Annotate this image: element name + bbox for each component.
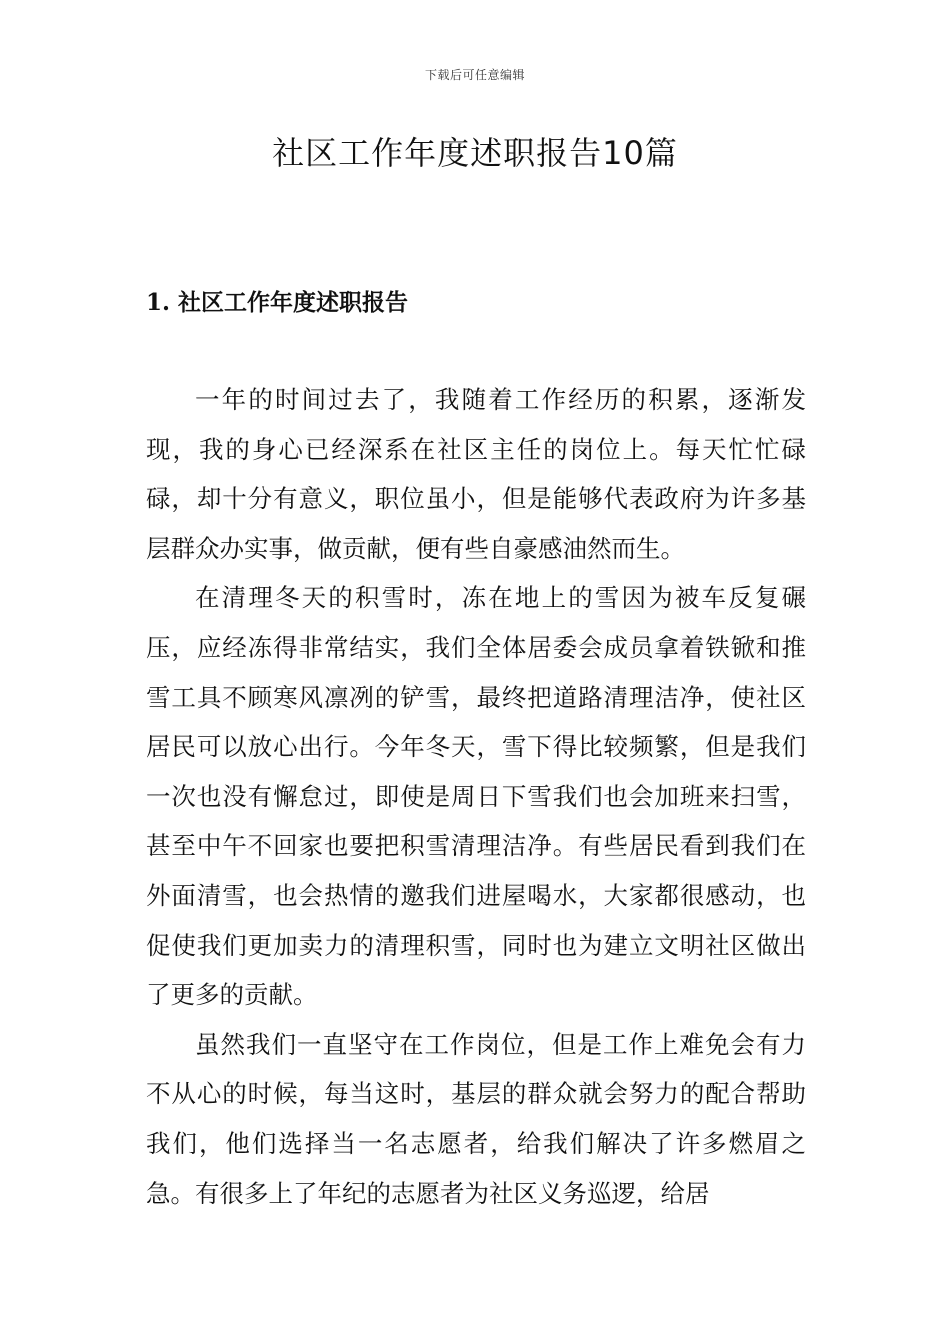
body-text: [146, 375, 806, 1225]
paragraph-2: 在清理冬天的积雪时，冻在地上的雪因为被车反复碾压，应经冻得非常结实，我们全体居委会成员拿着铁锨和推雪工具不顾寒风凛冽的铲雪，最终把道路清理洁净，使社区居民可以放心出行。今年冬天，雪下得比较频繁，但是我们一次也没有懈怠过，即使是周日下雪我们也会加班来扫雪，甚至中午不回家也要把积雪清理洁净。有些居民看到我们在外面清雪，也会热情的邀我们进屋喝水，大家都很感动，也促使我们更加卖力的清理积雪，同时也为建立文明社区做出了更多的贡献。: [146, 583, 806, 1010]
document-title: 社区工作年度述职报告10篇: [272, 134, 678, 172]
section-heading: 1. 社区工作年度述职报告: [146, 289, 409, 316]
header-note: 下载后可任意编辑: [424, 68, 525, 82]
paragraph-3: 虽然我们一直坚守在工作岗位，但是工作上难免会有力不从心的时候，每当这时，基层的群众就会努力的配合帮助我们，他们选择当一名志愿者，给我们解决了许多燃眉之急。有很多上了年纪的志愿者为社区义务巡逻，给居: [146, 1029, 806, 1208]
paragraph-1: 一年的时间过去了，我随着工作经历的积累，逐渐发现，我的身心已经深系在社区主任的岗位上。每天忙忙碌碌，却十分有意义，职位虽小，但是能够代表政府为许多基层群众办实事，做贡献，便有些自豪感油然而生。: [146, 385, 806, 563]
